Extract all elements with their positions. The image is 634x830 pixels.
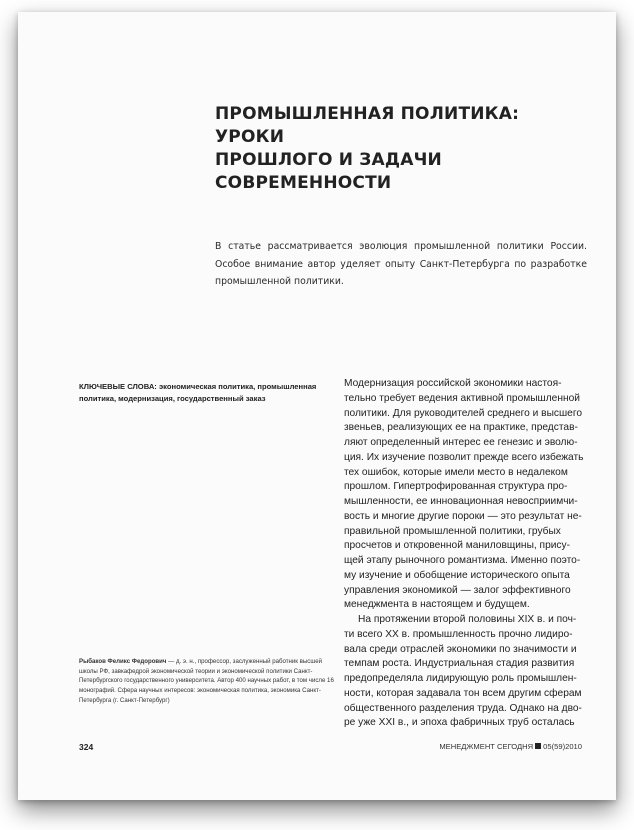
keywords-label: КЛЮЧЕВЫЕ СЛОВА: (79, 382, 157, 391)
body-line: политики. Для руководителей среднего и высшего (344, 407, 582, 419)
page-number: 324 (79, 742, 94, 752)
body-line: управления экономикой — залог эффективного (344, 584, 571, 596)
square-separator-icon (535, 743, 541, 749)
journal-page (18, 12, 616, 800)
keywords-text: экономическая политика, промышленная политика, модернизация, государственный заказ (79, 382, 317, 403)
article-title (215, 103, 585, 195)
body-line: правильной промышленной политики, грубых (344, 525, 561, 537)
body-line: прошлом. Гипертрофированная структура про- (344, 481, 568, 493)
author-name: Рыбаков Феликс Федорович (79, 658, 167, 665)
body-line: тельно требует ведения активной промышленной (344, 392, 580, 404)
body-line: ция. Их изучение позволит прежде всего избежать (344, 451, 584, 463)
body-line: ляют определенный интерес ее генезис и эволю- (344, 437, 578, 448)
body-line: ности, которая задавала тон всем другим сферам (344, 687, 582, 699)
journal-name: МЕНЕДЖМЕНТ СЕГОДНЯ (439, 742, 534, 751)
body-line: вость и многие другие пороки — это результат не- (344, 510, 582, 522)
title-line-2: ПРОШЛОГО И ЗАДАЧИ СОВРЕМЕННОСТИ (215, 150, 442, 193)
author-info (79, 657, 339, 706)
article-abstract: В статье рассматривается эволюция промышленной политики России. Особое внимание автор уделяет опыту Санкт-Петербурга по разработке промышленной политики. (215, 241, 587, 287)
body-line: общественного разделения труда. Однако на дво- (344, 702, 582, 714)
body-line: предопределяла лидирующую роль промышлен- (344, 673, 577, 684)
journal-footer (439, 742, 582, 751)
body-line: ти всего XX в. промышленность прочно лидиро- (344, 628, 573, 640)
body-line: ре уже XXI в., и эпоха фабричных труб осталась (344, 717, 575, 729)
body-line: му изучение и обобщение исторического опыта (344, 569, 570, 581)
article-body (344, 377, 594, 731)
body-line: звеньев, реализующих ее на практике, представ- (344, 422, 578, 434)
body-line: тех ошибок, которые имели место в недалеком (344, 466, 568, 478)
body-line: Модернизация российской экономики настоя- (344, 378, 562, 389)
body-line: вала среди отраслей экономики по значимости и (344, 643, 577, 655)
journal-issue: 05(59)2010 (543, 742, 582, 751)
body-line: просчетов и откровенной маниловщины, прису- (344, 540, 570, 552)
keywords-block (79, 381, 329, 404)
body-line: мышленности, ее инновационная невосприимчи- (344, 496, 578, 507)
body-line: менеджмента в настоящем и будущем. (344, 599, 530, 611)
title-line-1: ПРОМЫШЛЕННАЯ ПОЛИТИКА: УРОКИ (215, 104, 520, 147)
body-line: щей этапу рыночного романтизма. Именно поэто- (344, 555, 581, 566)
body-line: На протяжении второй половины XIX в. и поч- (358, 614, 577, 625)
body-line: темпам роста. Индустриальная стадия развития (344, 658, 575, 670)
author-bio: — д. э. н., профессор, заслуженный работник высшей школы РФ, завкафедрой экономической теории и экономической политики Санкт-Петербургского государственного университета. Автор 400 научных работ, в том числе 16 монографий. Сфера научных интересов: экономическая политика, экономика Санкт-Петербурга (г. Санкт-Петербург) (79, 658, 334, 704)
